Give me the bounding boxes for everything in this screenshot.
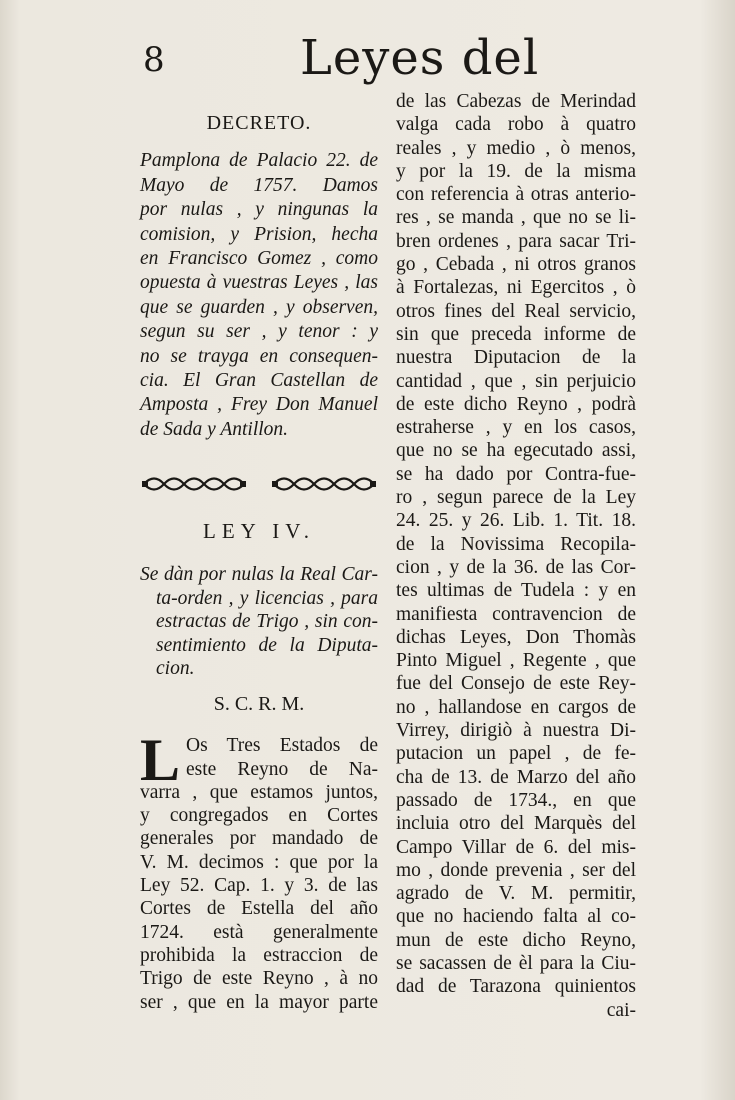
body-line: varra , que estamos juntos, [140, 781, 378, 803]
body-line: incluia otro del Marquès del [396, 813, 636, 835]
body-line: de la Novissima Recopila- [396, 533, 636, 555]
body-line: mo , donde prevenia , ser del [396, 859, 636, 881]
body-line: 24. 25. y 26. Lib. 1. Tit. 18. [396, 510, 636, 532]
body-line: otros fines del Real servicio, [396, 300, 636, 322]
body-line: bren ordenes , para sacar Tri- [396, 230, 636, 252]
law-heading: LEY IV. [203, 519, 315, 544]
body-line: prohibida la estraccion de [140, 944, 378, 966]
decree-line: no se trayga en consequen- [140, 345, 378, 367]
page-number: 8 [143, 40, 165, 80]
body-line: 1724. està generalmente [140, 921, 378, 943]
summary-line: sentimiento de la Diputa- [156, 634, 378, 656]
body-line: no , hallandose en cargos de [396, 696, 636, 718]
catchword: cai- [606, 999, 636, 1021]
ornament-divider [140, 470, 378, 498]
body-line: tes ultimas de Tudela : y en [396, 580, 636, 602]
body-line: este Reyno de Na- [186, 758, 378, 780]
body-line: y congregados en Cortes [140, 805, 378, 827]
body-line: Trigo de este Reyno , à no [140, 968, 378, 990]
decree-line: Mayo de 1757. Damos [140, 174, 378, 196]
body-line: que no haciendo falta al co- [396, 906, 636, 928]
running-title: Leyes del [300, 30, 540, 86]
body-line: dichas Leyes, Don Thomàs [396, 626, 636, 648]
decree-line: que se guarden , y observen, [140, 296, 378, 318]
body-line: se sacassen de èl para la Ciu- [396, 952, 636, 974]
body-line: ser , que en la mayor parte [140, 991, 378, 1013]
body-line: putacion un papel , de fe- [396, 743, 636, 765]
body-line: estraherse , y en los casos, [396, 417, 636, 439]
body-line: res , se manda , que no se li- [396, 207, 636, 229]
body-line: dad de Tarazona quinientos [396, 976, 636, 998]
decree-line: por nulas , y ningunas la [140, 199, 378, 221]
body-line: manifiesta contravencion de [396, 603, 636, 625]
body-line: Campo Villar de 6. del mis- [396, 836, 636, 858]
body-line: Virrey, dirigiò à nuestra Di- [396, 720, 636, 742]
right-column [396, 90, 636, 1022]
salutation: S. C. R. M. [213, 692, 305, 715]
body-line: que no se ha egecutado assi, [396, 440, 636, 462]
decree-heading: DECRETO. [206, 112, 312, 134]
body-line: cha de 13. de Marzo del año [396, 766, 636, 788]
decree-text [140, 149, 378, 442]
body-line: mun de este dicho Reyno, [396, 929, 636, 951]
body-line: Pinto Miguel , Regente , que [396, 650, 636, 672]
summary-line: ta-orden , y licencias , para [156, 587, 378, 609]
decree-line: de Sada y Antillon. [140, 418, 289, 440]
decree-line: comision, y Prision, hecha [140, 223, 378, 245]
body-line: se ha dado por Contra-fue- [396, 463, 636, 485]
body-line: Cortes de Estella del año [140, 898, 378, 920]
decree-line: segun su ser , y tenor : y [140, 321, 378, 343]
body-line: fue del Consejo de este Rey- [396, 673, 636, 695]
summary-line: estractas de Trigo , sin con- [156, 611, 378, 633]
body-line: valga cada robo à quatro [396, 114, 636, 136]
body-line: passado de 1734., en que [396, 789, 636, 811]
body-line: Os Tres Estados de [186, 735, 378, 757]
decree-line: Pamplona de Palacio 22. de [140, 150, 378, 172]
body-line: de las Cabezas de Merindad [396, 91, 636, 112]
body-text-left [140, 727, 378, 1014]
law-summary [140, 563, 378, 681]
drop-cap: L [140, 727, 181, 794]
body-line: cantidad , que , sin perjuicio [396, 370, 636, 392]
body-line: con referencia à otras anterio- [396, 184, 636, 206]
page-header [0, 30, 735, 90]
body-line: reales , y medio , ò menos, [396, 137, 636, 159]
body-line: sin que preceda informe de [396, 323, 636, 345]
summary-line: Se dàn por nulas la Real Car- [140, 564, 378, 586]
decree-line: cia. El Gran Castellan de [140, 369, 378, 391]
body-line: generales por mandado de [140, 828, 378, 850]
summary-line: cion. [156, 658, 195, 680]
body-line: cion , y de la 36. de las Cor- [396, 556, 636, 578]
body-line: V. M. decimos : que por la [140, 851, 378, 873]
body-line: nuestra Diputacion de la [396, 347, 636, 369]
decree-line: en Francisco Gomez , como [140, 247, 378, 269]
body-line: go , Cebada , ni otros granos [396, 254, 636, 276]
body-line: de este dicho Reyno , podrà [396, 393, 636, 415]
body-line: ro , segun parece de la Ley [396, 487, 636, 509]
decree-line: opuesta à vuestras Leyes , las [140, 272, 378, 294]
body-line: y por la 19. de la misma [396, 160, 636, 182]
body-line: Ley 52. Cap. 1. y 3. de las [140, 875, 378, 897]
decree-line: Amposta , Frey Don Manuel [140, 394, 378, 416]
body-line: à Fortalezas, ni Egercitos , ò [396, 277, 636, 299]
body-line: agrado de V. M. permitir, [396, 883, 636, 905]
left-column [140, 110, 378, 1014]
